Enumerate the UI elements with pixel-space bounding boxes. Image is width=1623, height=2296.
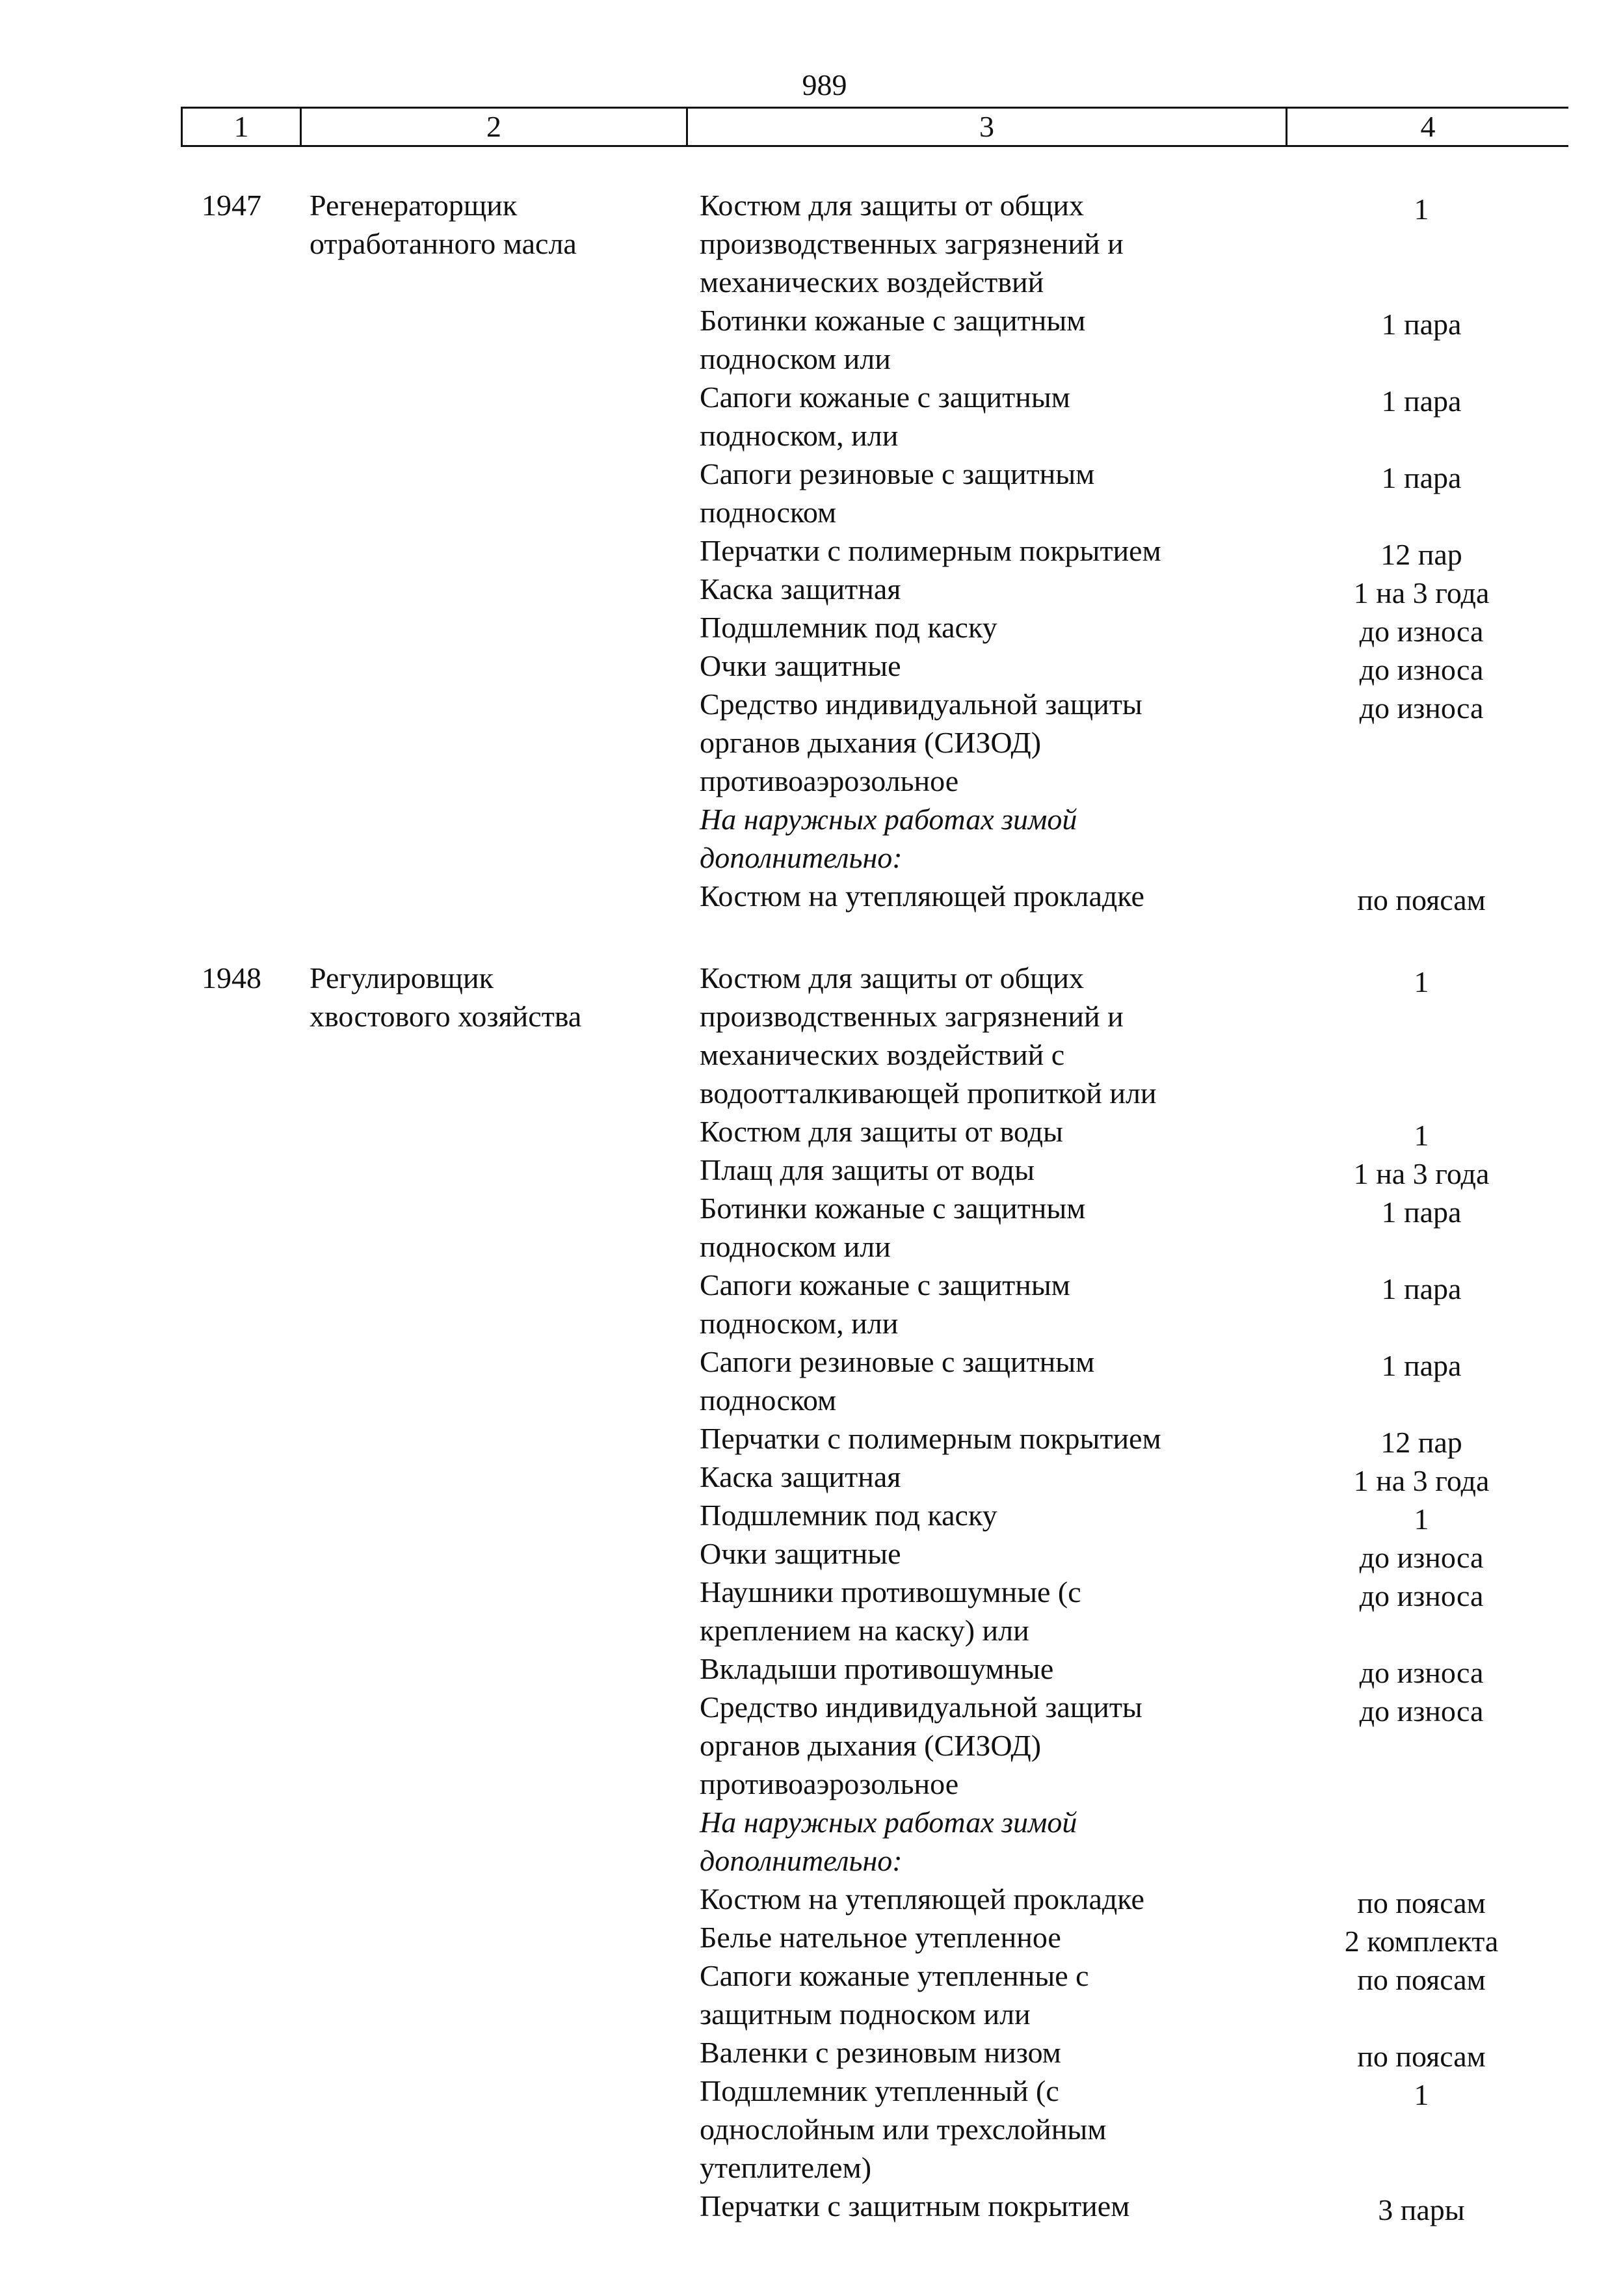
ppe-item-norm: 1 xyxy=(1414,193,1429,226)
section-note: На наружных работах зимой дополнительно: xyxy=(700,1806,1077,1877)
ppe-item-row xyxy=(700,1573,1571,1649)
ppe-item-row xyxy=(700,2187,1571,2225)
ppe-item-norm: 1 xyxy=(1414,1502,1429,1536)
ppe-item-norm: 1 пара xyxy=(1381,1349,1462,1382)
ppe-item-row xyxy=(700,1342,1571,1419)
ppe-item-row xyxy=(700,877,1571,915)
ppe-item-list xyxy=(700,186,1571,915)
ppe-item-name: Костюм для защиты от воды xyxy=(700,1115,1063,1148)
ppe-item-name: Плащ для защиты от воды xyxy=(700,1153,1035,1186)
profession-name: Регулировщик хвостового хозяйства xyxy=(310,961,582,1033)
ppe-item-norm: 1 xyxy=(1414,965,1429,998)
ppe-item-name: Сапоги резиновые с защитным подноском xyxy=(700,1345,1095,1417)
ppe-item-norm: до износа xyxy=(1359,1579,1484,1612)
ppe-item-row xyxy=(700,455,1571,531)
ppe-item-norm: 1 xyxy=(1414,2078,1429,2111)
ppe-item-name: Перчатки с полимерным покрытием xyxy=(700,534,1161,567)
column-header-2: 2 xyxy=(302,109,688,145)
column-header-3: 3 xyxy=(688,109,1287,145)
ppe-item-norm: 1 пара xyxy=(1381,308,1462,341)
ppe-item-norm: 2 комплекта xyxy=(1344,1925,1499,1958)
ppe-item-row xyxy=(700,2033,1571,2072)
ppe-item-name: Наушники противошумные (с креплением на каску) или xyxy=(700,1575,1081,1647)
ppe-item-row xyxy=(700,570,1571,608)
ppe-item-name: Подшлемник под каску xyxy=(700,1499,997,1532)
ppe-item-norm: 1 пара xyxy=(1381,1195,1462,1229)
ppe-item-row xyxy=(700,1151,1571,1189)
ppe-item-norm: 12 пар xyxy=(1380,1426,1462,1459)
ppe-item-norm: по поясам xyxy=(1357,2040,1486,2073)
ppe-item-name: Костюм на утепляющей прокладке xyxy=(700,879,1144,913)
ppe-item-norm: до износа xyxy=(1359,1541,1484,1574)
ppe-item-name: Костюм для защиты от общих производственных загрязнений и механических воздействий xyxy=(700,189,1124,299)
ppe-item-list xyxy=(700,959,1571,2225)
ppe-item-row xyxy=(700,647,1571,685)
ppe-item-norm: 1 на 3 года xyxy=(1353,1157,1490,1190)
ppe-item-norm: 1 на 3 года xyxy=(1353,576,1490,609)
ppe-item-row xyxy=(700,1496,1571,1534)
section-note: На наружных работах зимой дополнительно: xyxy=(700,803,1077,874)
ppe-item-name: Каска защитная xyxy=(700,1460,901,1493)
ppe-item-row xyxy=(700,608,1571,647)
ppe-item-row xyxy=(700,1880,1571,1918)
ppe-item-row xyxy=(700,1803,1571,1880)
column-header-4: 4 xyxy=(1420,110,1436,143)
ppe-item-row xyxy=(700,531,1571,570)
ppe-item-row xyxy=(700,1688,1571,1803)
ppe-item-name: Перчатки с полимерным покрытием xyxy=(700,1422,1161,1455)
ppe-item-row xyxy=(700,1918,1571,1956)
ppe-item-row xyxy=(700,800,1571,877)
ppe-item-row xyxy=(700,1112,1571,1151)
ppe-item-norm: до износа xyxy=(1359,691,1484,725)
ppe-item-row xyxy=(700,1419,1571,1458)
ppe-item-norm: 12 пар xyxy=(1380,538,1462,571)
ppe-item-row xyxy=(700,685,1571,800)
entry-number: 1948 xyxy=(202,961,261,994)
ppe-item-norm: по поясам xyxy=(1357,1963,1486,1996)
ppe-item-name: Сапоги кожаные с защитным подноском, или xyxy=(700,1268,1070,1340)
ppe-item-norm: 1 пара xyxy=(1381,1272,1462,1305)
page-number: 989 xyxy=(802,68,847,101)
ppe-item-name: Каска защитная xyxy=(700,572,901,606)
ppe-item-norm: до износа xyxy=(1359,615,1484,648)
ppe-item-row xyxy=(700,959,1571,1112)
column-header-row xyxy=(181,107,1568,147)
ppe-item-name: Костюм на утепляющей прокладке xyxy=(700,1882,1144,1916)
ppe-item-name: Очки защитные xyxy=(700,1537,901,1570)
ppe-item-norm: до износа xyxy=(1359,653,1484,686)
ppe-item-row xyxy=(700,2072,1571,2187)
ppe-item-norm: 1 пара xyxy=(1381,384,1462,418)
ppe-item-row xyxy=(700,1458,1571,1496)
ppe-item-name: Сапоги резиновые с защитным подноском xyxy=(700,457,1095,529)
ppe-item-name: Сапоги кожаные утепленные с защитным подноском или xyxy=(700,1959,1089,2031)
ppe-item-norm: 1 пара xyxy=(1381,461,1462,494)
ppe-item-name: Очки защитные xyxy=(700,649,901,682)
ppe-item-norm: по поясам xyxy=(1357,883,1486,916)
ppe-item-row xyxy=(700,1189,1571,1266)
ppe-item-norm: 1 xyxy=(1414,1119,1429,1152)
profession-name: Регенераторщик отработанного масла xyxy=(310,189,577,260)
ppe-item-name: Ботинки кожаные с защитным подноском или xyxy=(700,304,1086,375)
entry-number: 1947 xyxy=(202,189,261,222)
ppe-item-row xyxy=(700,378,1571,455)
ppe-item-row xyxy=(700,186,1571,301)
ppe-item-norm: 1 на 3 года xyxy=(1353,1464,1490,1497)
ppe-item-name: Ботинки кожаные с защитным подноском или xyxy=(700,1192,1086,1263)
ppe-item-row xyxy=(700,1266,1571,1342)
ppe-item-norm: по поясам xyxy=(1357,1886,1486,1919)
ppe-item-norm: 3 пары xyxy=(1378,2193,1465,2226)
ppe-item-name: Средство индивидуальной защиты органов дыхания (СИЗОД) противоаэрозольное xyxy=(700,687,1142,797)
ppe-item-name: Вкладыши противошумные xyxy=(700,1652,1054,1685)
ppe-item-norm: до износа xyxy=(1359,1656,1484,1689)
ppe-item-name: Подшлемник под каску xyxy=(700,611,997,644)
ppe-item-name: Сапоги кожаные с защитным подноском, или xyxy=(700,380,1070,452)
ppe-item-name: Подшлемник утепленный (с однослойным или трехслойным утеплителем) xyxy=(700,2074,1107,2184)
ppe-item-row xyxy=(700,301,1571,378)
ppe-item-name: Перчатки с защитным покрытием xyxy=(700,2189,1130,2223)
ppe-item-row xyxy=(700,1534,1571,1573)
ppe-item-row xyxy=(700,1956,1571,2033)
ppe-item-row xyxy=(700,1649,1571,1688)
ppe-item-name: Средство индивидуальной защиты органов дыхания (СИЗОД) противоаэрозольное xyxy=(700,1690,1142,1800)
ppe-item-norm: до износа xyxy=(1359,1694,1484,1728)
column-header-1: 1 xyxy=(183,109,302,145)
ppe-item-name: Белье нательное утепленное xyxy=(700,1921,1061,1954)
ppe-item-name: Костюм для защиты от общих производственных загрязнений и механических воздействий с водоотталкивающей пропиткой или xyxy=(700,961,1157,1110)
ppe-item-name: Валенки с резиновым низом xyxy=(700,2036,1061,2069)
